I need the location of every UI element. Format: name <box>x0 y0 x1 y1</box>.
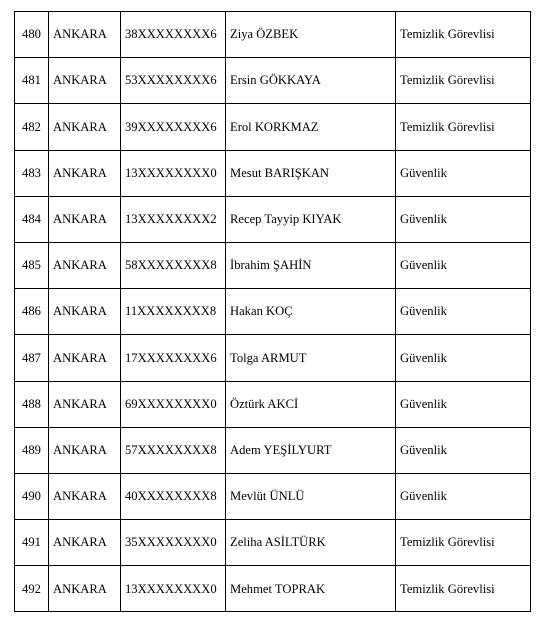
id-number-cell: 40XXXXXXXX8 <box>121 473 226 519</box>
city-cell: ANKARA <box>49 196 121 242</box>
id-number-cell: 13XXXXXXXX2 <box>121 196 226 242</box>
row-number-cell: 482 <box>15 104 49 150</box>
table-row <box>15 104 531 150</box>
city-cell: ANKARA <box>49 150 121 196</box>
full-name-cell: Mehmet TOPRAK <box>226 566 396 612</box>
id-number-cell: 13XXXXXXXX0 <box>121 150 226 196</box>
row-number-cell: 481 <box>15 58 49 104</box>
city-cell: ANKARA <box>49 12 121 58</box>
full-name-cell: Mevlüt ÜNLÜ <box>226 473 396 519</box>
city-cell: ANKARA <box>49 381 121 427</box>
id-number-cell: 17XXXXXXXX6 <box>121 335 226 381</box>
position-cell: Temizlik Görevlisi <box>396 12 531 58</box>
city-cell: ANKARA <box>49 335 121 381</box>
city-cell: ANKARA <box>49 104 121 150</box>
table-row <box>15 242 531 288</box>
full-name-cell: Recep Tayyip KIYAK <box>226 196 396 242</box>
id-number-cell: 39XXXXXXXX6 <box>121 104 226 150</box>
table-row <box>15 289 531 335</box>
position-cell: Temizlik Görevlisi <box>396 58 531 104</box>
row-number-cell: 489 <box>15 427 49 473</box>
table-row <box>15 566 531 612</box>
id-number-cell: 58XXXXXXXX8 <box>121 242 226 288</box>
personnel-table <box>14 11 531 612</box>
row-number-cell: 488 <box>15 381 49 427</box>
table-row <box>15 12 531 58</box>
position-cell: Güvenlik <box>396 381 531 427</box>
city-cell: ANKARA <box>49 289 121 335</box>
position-cell: Güvenlik <box>396 242 531 288</box>
city-cell: ANKARA <box>49 566 121 612</box>
row-number-cell: 490 <box>15 473 49 519</box>
full-name-cell: Zeliha ASİLTÜRK <box>226 520 396 566</box>
id-number-cell: 69XXXXXXXX0 <box>121 381 226 427</box>
city-cell: ANKARA <box>49 427 121 473</box>
table-row <box>15 335 531 381</box>
full-name-cell: Mesut BARIŞKAN <box>226 150 396 196</box>
position-cell: Temizlik Görevlisi <box>396 104 531 150</box>
table-row <box>15 381 531 427</box>
id-number-cell: 38XXXXXXXX6 <box>121 12 226 58</box>
row-number-cell: 486 <box>15 289 49 335</box>
row-number-cell: 491 <box>15 520 49 566</box>
table-row <box>15 58 531 104</box>
city-cell: ANKARA <box>49 58 121 104</box>
position-cell: Temizlik Görevlisi <box>396 566 531 612</box>
table-row <box>15 520 531 566</box>
full-name-cell: İbrahim ŞAHİN <box>226 242 396 288</box>
id-number-cell: 53XXXXXXXX6 <box>121 58 226 104</box>
position-cell: Güvenlik <box>396 196 531 242</box>
table-row <box>15 427 531 473</box>
row-number-cell: 487 <box>15 335 49 381</box>
row-number-cell: 492 <box>15 566 49 612</box>
row-number-cell: 480 <box>15 12 49 58</box>
full-name-cell: Adem YEŞİLYURT <box>226 427 396 473</box>
full-name-cell: Erol KORKMAZ <box>226 104 396 150</box>
position-cell: Güvenlik <box>396 473 531 519</box>
id-number-cell: 35XXXXXXXX0 <box>121 520 226 566</box>
city-cell: ANKARA <box>49 242 121 288</box>
position-cell: Güvenlik <box>396 150 531 196</box>
full-name-cell: Ziya ÖZBEK <box>226 12 396 58</box>
row-number-cell: 483 <box>15 150 49 196</box>
position-cell: Güvenlik <box>396 335 531 381</box>
id-number-cell: 13XXXXXXXX0 <box>121 566 226 612</box>
full-name-cell: Ersin GÖKKAYA <box>226 58 396 104</box>
full-name-cell: Hakan KOÇ <box>226 289 396 335</box>
id-number-cell: 11XXXXXXXX8 <box>121 289 226 335</box>
full-name-cell: Tolga ARMUT <box>226 335 396 381</box>
table-row <box>15 196 531 242</box>
city-cell: ANKARA <box>49 520 121 566</box>
id-number-cell: 57XXXXXXXX8 <box>121 427 226 473</box>
row-number-cell: 484 <box>15 196 49 242</box>
position-cell: Güvenlik <box>396 427 531 473</box>
table-row <box>15 150 531 196</box>
city-cell: ANKARA <box>49 473 121 519</box>
position-cell: Güvenlik <box>396 289 531 335</box>
row-number-cell: 485 <box>15 242 49 288</box>
position-cell: Temizlik Görevlisi <box>396 520 531 566</box>
table-row <box>15 473 531 519</box>
full-name-cell: Öztürk AKCİ <box>226 381 396 427</box>
